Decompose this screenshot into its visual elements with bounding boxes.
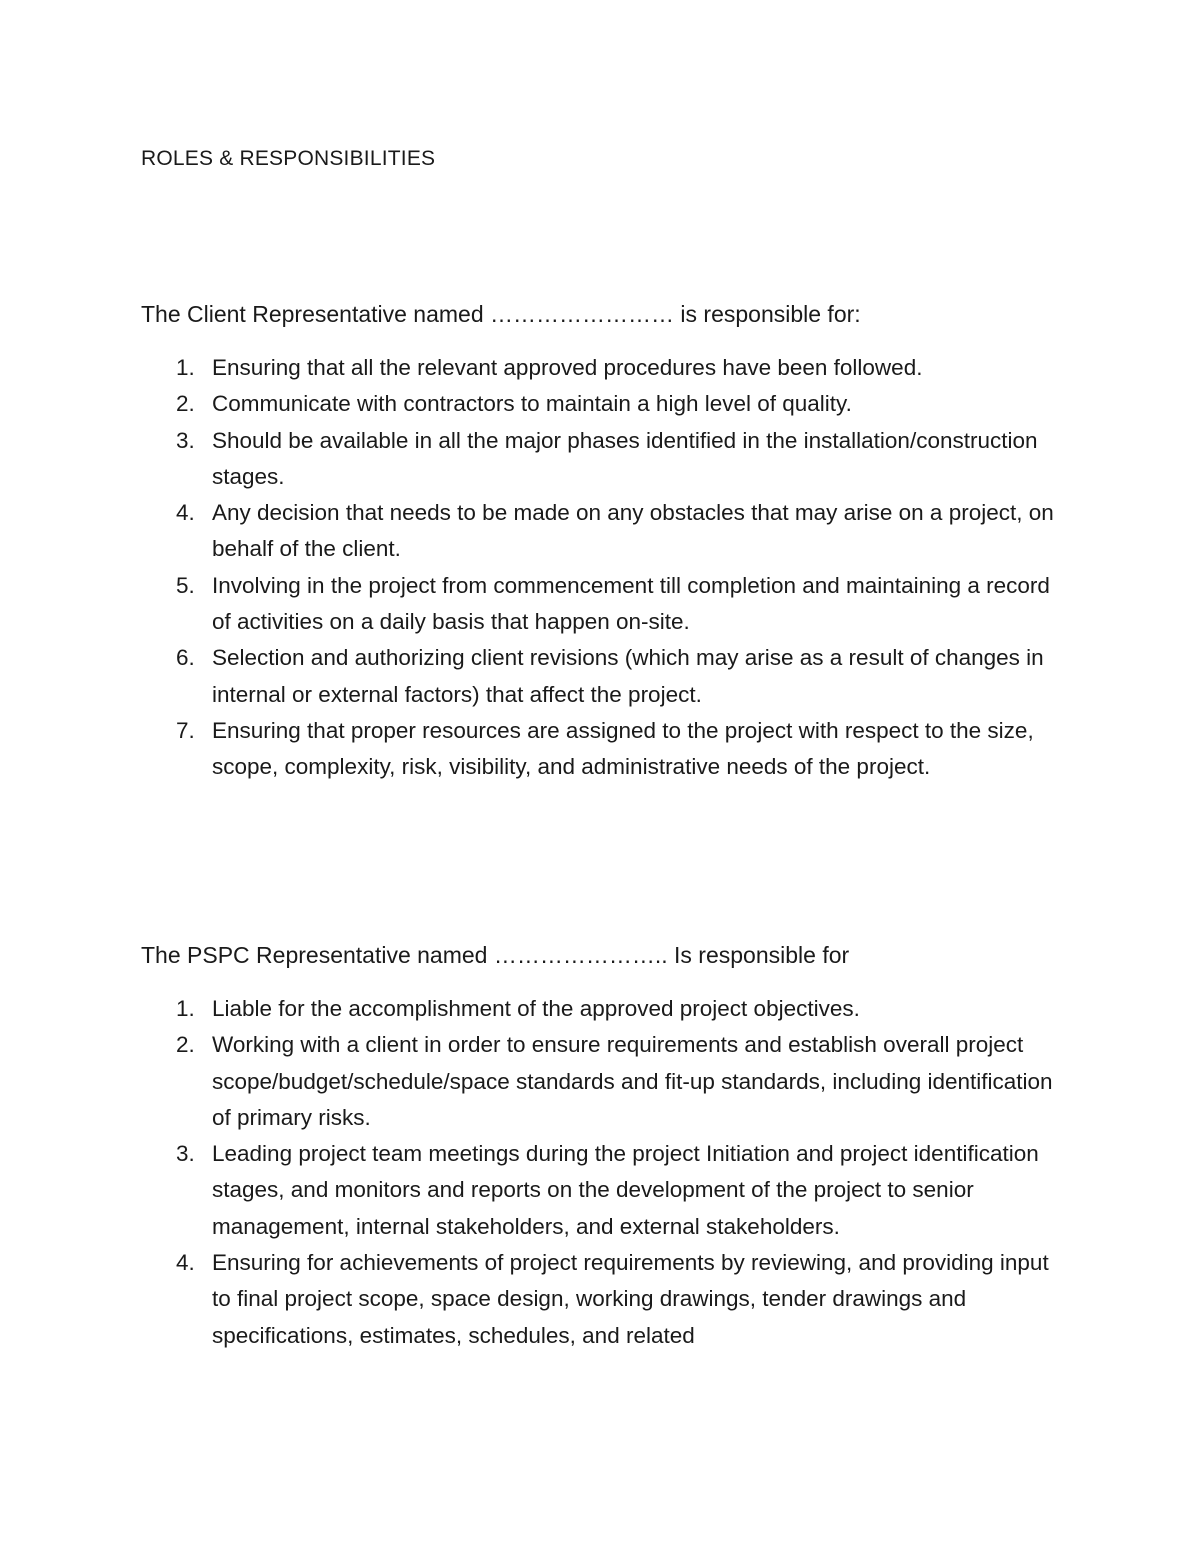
page-title: ROLES & RESPONSIBILITIES <box>141 147 436 170</box>
list-item <box>141 495 1061 568</box>
list-item-text: Selection and authorizing client revisions (which may arise as a result of changes in internal or external factors) that affect the project. <box>212 645 1044 707</box>
list-item-number: 4. <box>176 1250 195 1276</box>
list-item-number: 1. <box>176 996 195 1021</box>
list-item-text: Ensuring that all the relevant approved procedures have been followed. <box>212 355 923 380</box>
list-item-number: 6. <box>176 645 195 671</box>
list-item-number: 4. <box>176 500 195 526</box>
list-item-number: 1. <box>176 355 195 380</box>
list-item-text: Ensuring that proper resources are assigned to the project with respect to the size, scope, complexity, risk, visibility, and administrative needs of the project. <box>212 717 1034 780</box>
list-item <box>141 640 1061 713</box>
list-item-text: Working with a client in order to ensure requirements and establish overall project scope/budget/schedule/space standards and fit-up standards, including identification of primary risks. <box>212 1032 1053 1130</box>
list-item-text: Communicate with contractors to maintain a high level of quality. <box>212 391 852 417</box>
list-item-text: Liable for the accomplishment of the approved project objectives. <box>212 996 860 1021</box>
client-responsibilities-list <box>141 350 1061 786</box>
list-item-text: Leading project team meetings during the project Initiation and project identification stages, and monitors and reports on the development of the project to senior management, internal stakeholders, and external stakeholders. <box>212 1141 1039 1239</box>
list-item <box>141 1245 1061 1354</box>
list-item <box>141 713 1061 786</box>
list-item <box>141 1027 1061 1136</box>
list-item <box>141 1136 1061 1245</box>
list-item <box>141 991 1061 1027</box>
list-item <box>141 350 1061 386</box>
list-item-number: 3. <box>176 1141 195 1167</box>
list-item-number: 3. <box>176 427 195 453</box>
list-item-text: Any decision that needs to be made on any obstacles that may arise on a project, on behalf of the client. <box>212 500 1054 562</box>
pspc-section-intro: The PSPC Representative named ………………….. Is responsible for <box>141 942 850 968</box>
pspc-responsibilities-list <box>141 991 1061 1354</box>
list-item-number: 7. <box>176 717 195 743</box>
list-item-text: Ensuring for achievements of project requirements by reviewing, and providing input to final project scope, space design, working drawings, tender drawings and specifications, estimates, schedules, and related <box>212 1250 1049 1348</box>
client-section-intro: The Client Representative named …………………… is responsible for: <box>141 301 861 327</box>
list-item <box>141 423 1061 496</box>
list-item-number: 2. <box>176 391 195 417</box>
list-item <box>141 568 1061 641</box>
list-item <box>141 386 1061 422</box>
list-item-text: Should be available in all the major phases identified in the installation/construction stages. <box>212 427 1038 489</box>
list-item-number: 5. <box>176 572 195 598</box>
list-item-number: 2. <box>176 1032 195 1058</box>
list-item-text: Involving in the project from commencement till completion and maintaining a record of activities on a daily basis that happen on-site. <box>212 572 1050 635</box>
